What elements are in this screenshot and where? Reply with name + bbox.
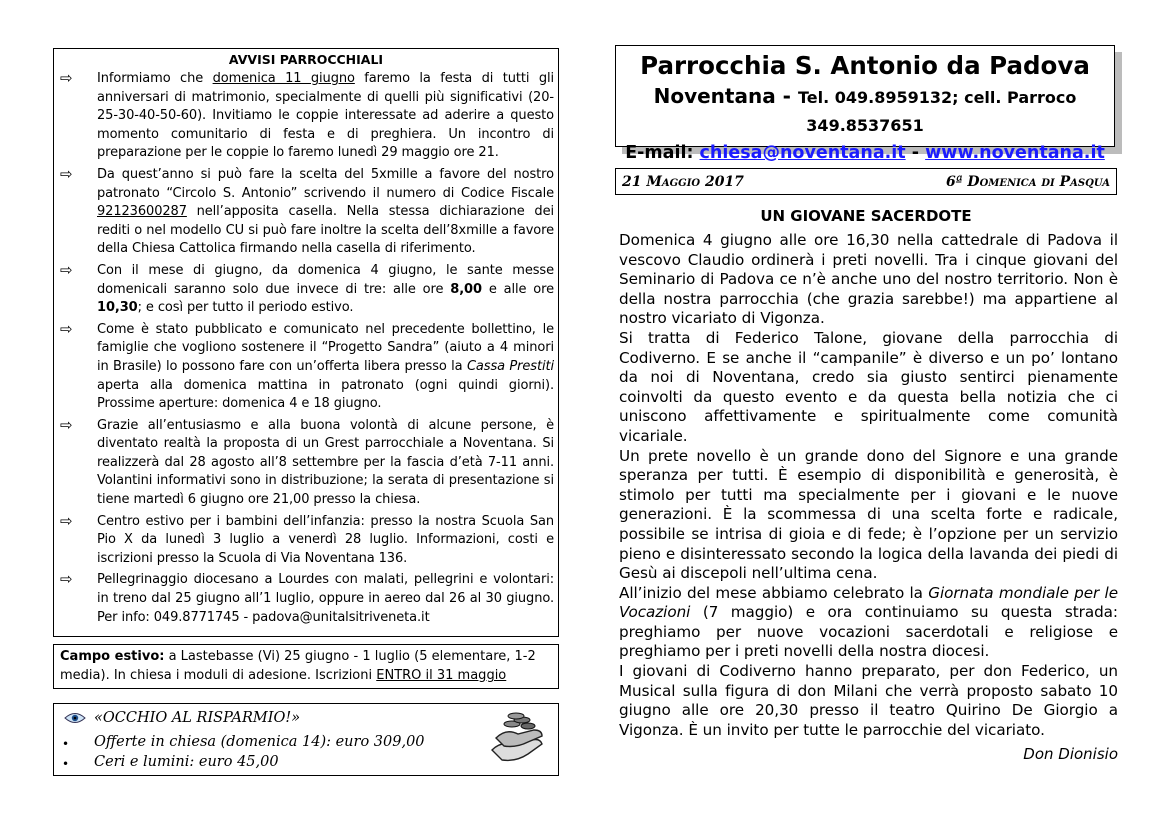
header-contacts [616, 82, 1114, 140]
article-paragraph: Domenica 4 giugno alle ore 16,30 nella cattedrale di Padova il vescovo Claudio ordinerà i preti novelli. Tra i cinque giovani del Seminario di Padova ce n’è anche uno del nostro territorio. Non è della nostra parrocchia (che grazia sarebbe!) ma appartiene al nostro vicariato di Vigonza. [619, 231, 1118, 328]
article-paragraph: I giovani di Codiverno hanno preparato, per don Federico, un Musical sulla figura di don Milani che verrà proposto sabato 10 giugno alle ore 20,30 presso il teatro Quirino De Giorgio a Vigonza. È un invito per tutte le parrocchie del vicariato. [619, 662, 1118, 739]
avvisi-item [58, 513, 554, 569]
avvisi-title: AVVISI PARROCCHIALI [228, 52, 384, 67]
risparmio-row [62, 734, 425, 754]
header-web: E-mail: chiesa@noventana.it - www.noventana.it [625, 143, 1105, 163]
campo-estivo-box [53, 644, 559, 689]
article-paragraph: Si tratta di Federico Talone, giovane della parrocchia di Codiverno. E se anche il “campanile” è diverso e un po’ lontano da noi di Noventana, credo sia giusto sentirci pienamente coinvolti da questo evento e da questa bella notizia che ci uniscono affettivamente e spiritualmente come comunità vicariale. [619, 328, 1118, 445]
risparmio-box [53, 703, 559, 776]
email-link[interactable]: chiesa@noventana.it [699, 143, 906, 163]
avvisi-item-text: Come è stato pubblicato e comunicato nel precedente bollettino, le famiglie che vogliono sostenere il “Progetto Sandra” (aiuto a 4 minori in Brasile) lo possono fare con un’offerta libera presso la Cassa Prestiti aperta alla domenica mattina in patronato (ogni quindi giorni). Prossime aperture: domenica 4 e 18 giugno. [97, 321, 554, 412]
dateline [615, 168, 1117, 195]
issue-date: 21 Maggio 2017 [622, 173, 744, 190]
arrow-icon: ⇨ [60, 511, 73, 530]
liturgical-sunday: 6ª Domenica di Pasqua [946, 173, 1110, 190]
article-paragraph: All’inizio del mese abbiamo celebrato la Giornata mondiale per le Vocazioni (7 maggio) e ora continuiamo su questa strada: preghiamo per nuove vocazioni sacerdotali e religiose e preghiamo per i preti novelli della nostra diocesi. [619, 583, 1118, 661]
avvisi-item-text: Centro estivo per i bambini dell’infanzia: presso la nostra Scuola San Pio X da lunedì 3 luglio a venerdì 28 luglio. Informazioni, costi e iscrizioni presso la Scuola di Via Noventana 136. [97, 513, 554, 566]
town-name: Noventana - [653, 84, 798, 108]
arrow-icon: ⇨ [60, 260, 73, 279]
arrow-icon: ⇨ [60, 69, 73, 87]
avvisi-item-text: Con il mese di giugno, da domenica 4 giugno, le sante messe domenicali saranno solo due invece di tre: alle ore 8,00 e alle ore 10,30; e così per tutto il periodo estivo. [97, 262, 554, 316]
avvisi-item [58, 166, 554, 259]
arrow-icon: ⇨ [60, 570, 73, 589]
bullet: • [62, 737, 70, 751]
arrow-icon: ⇨ [60, 319, 73, 338]
avvisi-item [58, 321, 554, 414]
risparmio-row-text: Offerte in chiesa (domenica 14): euro 309,00 [94, 734, 425, 750]
signature: Don Dionisio [1023, 745, 1118, 763]
eye-icon [64, 712, 86, 724]
website-link[interactable]: www.noventana.it [925, 143, 1105, 163]
risparmio-row [62, 754, 279, 774]
arrow-icon: ⇨ [60, 415, 73, 434]
article-paragraph: Un prete novello è un grande dono del Signore e una grande speranza per tutti. È esempio di disponibilità e generosità, è stimolo per tutti ma specialmente per i giovani e le nuove generazioni. È la scommessa di una scelta forte e radicale, possibile se intrisa di gioia e di fede; è l’opzione per un servizio pieno e disinteressato secondo la logica della lavanda dei piedi di Gesù ai discepoli nell’ultima cena. [619, 446, 1118, 583]
arrow-icon: ⇨ [60, 164, 73, 183]
avvisi-item [58, 417, 554, 510]
campo-label: Campo estivo: [60, 649, 165, 664]
risparmio-row-text: Ceri e lumini: euro 45,00 [94, 754, 279, 770]
parish-header [615, 45, 1115, 163]
phone-numbers: Tel. 049.8959132; cell. Parroco 349.8537651 [797, 88, 1077, 135]
article-title: UN GIOVANE SACERDOTE [760, 207, 972, 225]
parish-name: Parrocchia S. Antonio da Padova [640, 51, 1090, 80]
risparmio-title: «OCCHIO AL RISPARMIO!» [94, 710, 301, 726]
article-body [619, 231, 1118, 740]
avvisi-item-text: Grazie all’entusiasmo e alla buona volontà di alcune persone, è diventato realtà la proposta di un Grest parrocchiale a Noventana. Si realizzerà dal 28 agosto all’8 settembre per la fascia d’età 7-11 anni. Volantini informativi sono in distribuzione; la serata di presentazione si tiene martedì 6 giugno ore 21,00 presso la chiesa. [97, 417, 554, 508]
hands-with-coins-icon [488, 710, 546, 766]
avvisi-item-text: Da quest’anno si può fare la scelta del 5xmille a favore del nostro patronato “Circolo S. Antonio” scrivendo il numero di Codice Fiscale 92123600287 nell’apposita casella. Nella stessa dichiarazione dei rediti o nel modello CU si può fare inoltre la scelta dell’8xmille a favore della Chiesa Cattolica firmando nella casella di riferimento. [97, 166, 554, 257]
campo-text: a Lastebasse (Vi) 25 giugno - 1 luglio (5 elementare, 1-2 media). In chiesa i moduli di adesione. Iscrizioni [60, 649, 536, 683]
bullet: • [62, 757, 70, 771]
avvisi-item [58, 262, 554, 318]
avvisi-box [53, 48, 559, 637]
avvisi-item [58, 571, 554, 627]
avvisi-item-text: Pellegrinaggio diocesano a Lourdes con malati, pellegrini e volontari: in treno dal 25 giugno all’1 luglio, oppure in aereo dal 26 al 30 giugno. Per info: 049.8771745 - padova@unitalsitriveneta.it [97, 572, 554, 625]
avvisi-item-text: Informiamo che domenica 11 giugno faremo la festa di tutti gli anniversari di matrimonio, specialmente di quelli più significativi (20-25-30-40-50-60). Invitiamo le coppie interessate ad aderire a questo momento comunitario di festa e di preghiera. Un incontro di preparazione per le coppie lo faremo lunedì 29 maggio ore 21. [97, 71, 554, 161]
avvisi-item [58, 70, 554, 163]
campo-deadline: ENTRO il 31 maggio [376, 668, 507, 683]
